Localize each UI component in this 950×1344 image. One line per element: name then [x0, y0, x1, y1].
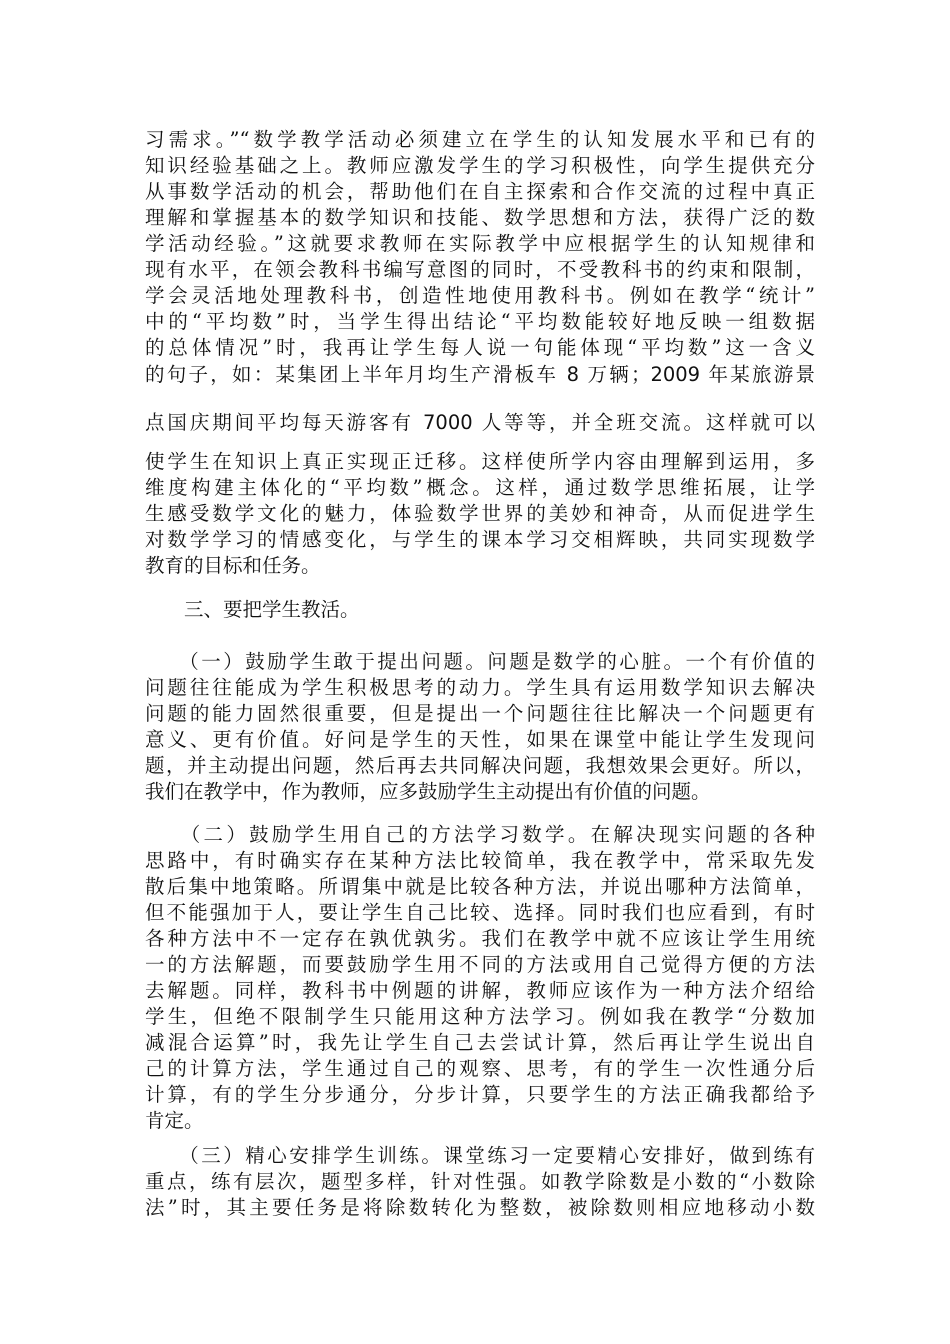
section-heading: [145, 597, 815, 623]
paragraph-1-continued: [145, 449, 815, 579]
text-line: 减混合运算”时，我先让学生自己去尝试计算，然后再让学生说出自: [145, 1031, 815, 1054]
text-line: 学活动经验。”这就要求教师在实际教学中应根据学生的认知规律和: [145, 232, 815, 255]
text-line: 题，并主动提出问题，然后再去共同解决问题，我想效果会更好。所以，: [145, 754, 815, 777]
text-line: 理解和掌握基本的数学知识和技能、数学思想和方法，获得广泛的数: [145, 206, 815, 229]
text-line: （三）精心安排学生训练。课堂练习一定要精心安排好，做到练有: [145, 1144, 815, 1167]
text-line: 中的“平均数”时，当学生得出结论“平均数能较好地反映一组数据: [145, 310, 815, 333]
text-line: 使学生在知识上真正实现正迁移。这样使所学内容由理解到运用，多: [145, 450, 815, 473]
text-line: 法”时，其主要任务是将除数转化为整数，被除数则相应地移动小数: [145, 1196, 815, 1219]
paragraph-encourage-questions: [145, 649, 815, 805]
text-line: 学生，但绝不限制学生只能用这种方法学习。例如我在教学“分数加: [145, 1005, 815, 1028]
text-line: 我们在教学中，作为教师，应多鼓励学生主动提出有价值的问题。: [145, 780, 711, 803]
paragraph-1: [145, 127, 815, 361]
text-line: 习需求。”“数学教学活动必须建立在学生的认知发展水平和已有的: [145, 128, 815, 151]
paragraph-own-methods: [145, 822, 815, 1134]
text-line: （一）鼓励学生敢于提出问题。问题是数学的心脏。一个有价值的: [145, 650, 815, 673]
text-line: 的总体情况”时，我再让学生每人说一句能体现“平均数”这一含义: [145, 336, 815, 359]
text-line: 己的计算方法，学生通过自己的观察、思考，有的学生一次性通分后: [145, 1057, 815, 1080]
text-line: （二）鼓励学生用自己的方法学习数学。在解决现实问题的各种: [145, 823, 815, 846]
text-line: 问题的能力固然很重要，但是提出一个问题往往比解决一个问题更有: [145, 702, 815, 725]
paragraph-1-line-10: [145, 362, 815, 388]
text-line: 散后集中地策略。所谓集中就是比较各种方法，并说出哪种方法简单，: [145, 875, 815, 898]
text-line: 点国庆期间平均每天游客有 7000 人等等，并全班交流。这样就可以: [145, 411, 815, 434]
heading-text: 三、要把学生教活。: [145, 598, 360, 621]
text-line: 对数学学习的情感变化，与学生的课本学习交相辉映，共同实现数学: [145, 528, 815, 551]
text-line: 去解题。同样，教科书中例题的讲解，教师应该作为一种方法介绍给: [145, 979, 815, 1002]
paragraph-training: [145, 1143, 815, 1221]
text-line: 各种方法中不一定存在孰优孰劣。我们在教学中就不应该让学生用统: [145, 927, 815, 950]
text-line: 重点，练有层次，题型多样，针对性强。如教学除数是小数的“小数除: [145, 1170, 815, 1193]
text-line: 问题往往能成为学生积极思考的动力。学生具有运用数学知识去解决: [145, 676, 815, 699]
text-line: 生感受数学文化的魅力，体验数学世界的美妙和神奇，从而促进学生: [145, 502, 815, 525]
paragraph-1-line-11: [145, 410, 815, 436]
text-line: 现有水平，在领会教科书编写意图的同时，不受教科书的约束和限制，: [145, 258, 815, 281]
text-line: 维度构建主体化的“平均数”概念。这样，通过数学思维拓展，让学: [145, 476, 815, 499]
text-line: 意义、更有价值。好问是学生的天性，如果在课堂中能让学生发现问: [145, 728, 815, 751]
text-line: 计算，有的学生分步通分，分步计算，只要学生的方法正确我都给予: [145, 1083, 815, 1106]
text-line: 学会灵活地处理教科书，创造性地使用教科书。例如在教学“统计”: [145, 284, 815, 307]
text-line: 肯定。: [145, 1109, 204, 1132]
text-line: 一的方法解题，而要鼓励学生用不同的方法或用自己觉得方便的方法: [145, 953, 815, 976]
text-line: 思路中，有时确实存在某种方法比较简单，我在教学中，常采取先发: [145, 849, 815, 872]
text-line: 但不能强加于人，要让学生自己比较、选择。同时我们也应看到，有时: [145, 901, 815, 924]
text-line: 的句子，如：某集团上半年月均生产滑板车 8 万辆；2009 年某旅游景: [145, 363, 815, 386]
text-line: 知识经验基础之上。教师应激发学生的学习积极性，向学生提供充分: [145, 154, 815, 177]
text-line: 教育的目标和任务。: [145, 554, 321, 577]
text-line: 从事数学活动的机会，帮助他们在自主探索和合作交流的过程中真正: [145, 180, 815, 203]
